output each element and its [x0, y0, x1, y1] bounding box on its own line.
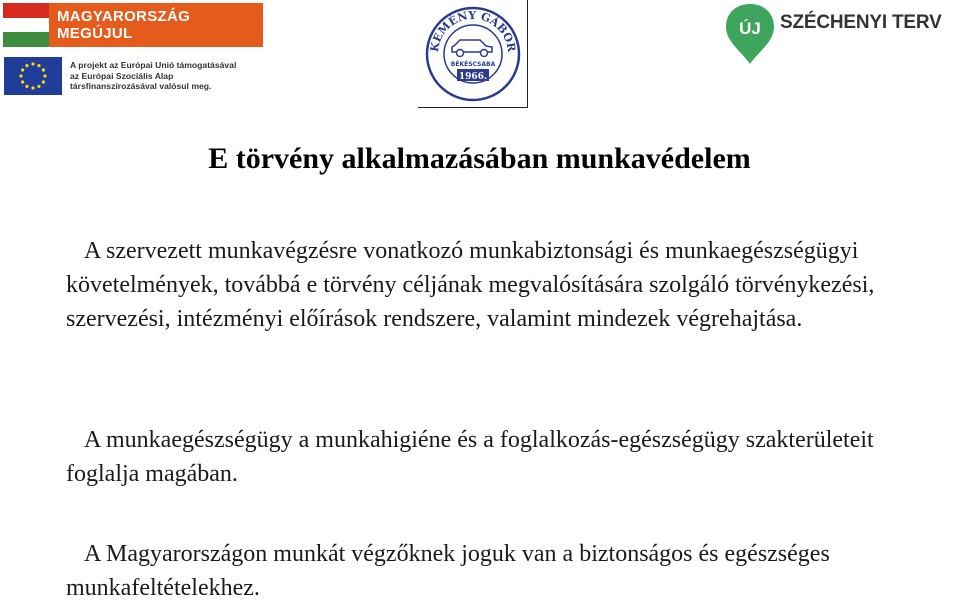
- hungarian-flag-icon: [3, 3, 49, 47]
- paragraph-occupational-health: A munkaegészségügy a munkahigiéne és a foglalkozás-egészségügy szakterületeit foglalja magában.: [66, 427, 874, 487]
- paragraph-worker-rights: A Magyarországon munkát végzőknek joguk van a biztonságos és egészséges munkafeltételekhez.: [66, 541, 830, 601]
- page-title: E törvény alkalmazásában munkavédelem: [208, 142, 751, 175]
- seal-name: KEMÉNY GÁBOR: [427, 8, 519, 53]
- kemeny-gabor-school-seal: [418, 0, 528, 108]
- magyarorszag-megujul-text: MAGYARORSZÁG MEGÚJUL: [49, 3, 263, 47]
- szechenyi-badge: ÚJ: [739, 19, 761, 38]
- szechenyi-terv-logo: [724, 2, 959, 68]
- page-header: [0, 0, 959, 112]
- eu-funding-text: A projekt az Európai Unió támogatásával az Európai Szociális Alap társfinanszírozásával valósul meg.: [70, 60, 237, 92]
- eu-funding-logo: [4, 56, 266, 96]
- magyarorszag-megujul-logo: [3, 3, 263, 47]
- seal-year: 1966.: [458, 72, 488, 82]
- eu-flag-icon: [4, 57, 62, 95]
- car-icon: [452, 40, 492, 57]
- location-pin-icon: [724, 2, 776, 66]
- paragraph-definition: A szervezett munkavégzésre vonatkozó munkabiztonsági és munkaegészségügyi követelmények, továbbá e törvény céljának megvalósítására szolgáló törvénykezési, szervezési, intézményi előírások rendszere, valamint mindezek végrehajtása.: [66, 238, 875, 332]
- svg-text:KEMÉNY GÁBOR: [428, 9, 518, 54]
- szechenyi-terv-text: SZÉCHENYI TERV: [780, 12, 942, 33]
- seal-city: BÉKÉSCSABA: [450, 61, 496, 68]
